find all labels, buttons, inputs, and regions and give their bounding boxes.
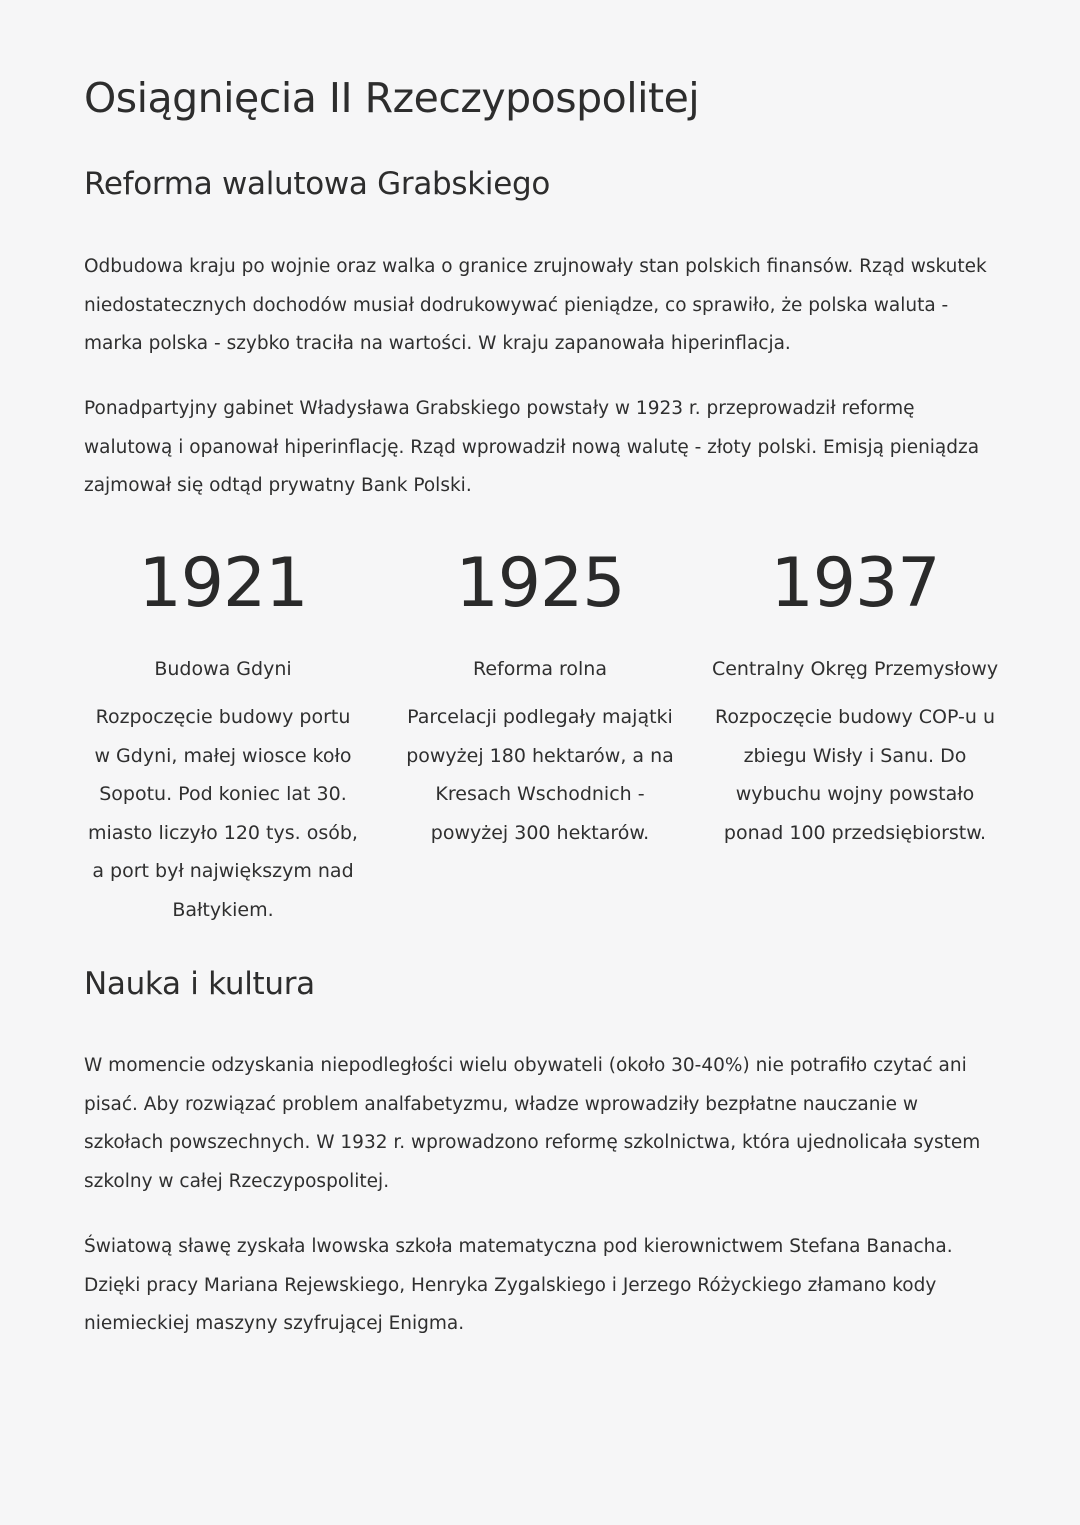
timeline-description: Rozpoczęcie budowy portu w Gdyni, małej wiosce koło Sopotu. Pod koniec lat 30. miasto liczyło 120 tys. osób, a port był największym nad Bałtykiem. [88,706,358,921]
paragraph-literacy-reform: W momencie odzyskania niepodległości wielu obywateli (około 30-40%) nie potrafiło czytać ani pisać. Aby rozwiązać problem analfabetyzmu, władze wprowadziły bezpłatne nauczanie w szkołach powszechnych. W 1932 r. wprowadzono reformę szkolnictwa, która ujednolicała system szkolny w całej Rzeczypospolitej. [84,1055,981,1192]
timeline-label: Centralny Okręg Przemysłowy [711,658,999,680]
timeline-item-1921 [78,544,368,929]
section-heading-science-culture: Nauka i kultura [84,966,315,1002]
paragraph-enigma: Światową sławę zyskała lwowska szkoła matematyczna pod kierownictwem Stefana Banacha. Dzięki pracy Mariana Rejewskiego, Henryka Zygalskiego i Jerzego Różyckiego złamano kody niemieckiej maszyny szyfrującej Enigma. [84,1236,953,1334]
paragraph-hyperinflation: Odbudowa kraju po wojnie oraz walka o granice zrujnowały stan polskich finansów. Rząd wskutek niedostatecznych dochodów musiał dodrukowywać pieniądze, co sprawiło, że polska waluta - marka polska - szybko traciła na wartości. W kraju zapanowała hiperinflacja. [84,256,987,354]
timeline-description: Parcelacji podlegały majątki powyżej 180 hektarów, a na Kresach Wschodnich - powyżej 300 hektarów. [406,706,674,844]
timeline-item-1937 [710,544,1000,852]
section-heading-currency-reform: Reforma walutowa Grabskiego [84,166,551,202]
paragraph-grabski-reform: Ponadpartyjny gabinet Władysława Grabskiego powstały w 1923 r. przeprowadził reformę walutową i opanował hiperinflację. Rząd wprowadził nową walutę - złoty polski. Emisją pieniądza zajmował się odtąd prywatny Bank Polski. [84,398,980,496]
timeline-label: Budowa Gdyni [154,658,292,680]
timeline-description: Rozpoczęcie budowy COP-u u zbiegu Wisły i Sanu. Do wybuchu wojny powstało ponad 100 przedsiębiorstw. [714,706,996,844]
page-title: Osiągnięcia II Rzeczypospolitej [84,74,700,122]
timeline-year: 1925 [455,544,625,623]
timeline-year: 1921 [138,544,308,623]
timeline-item-1925 [395,544,685,852]
timeline-label: Reforma rolna [472,658,607,680]
timeline [84,544,999,934]
timeline-year: 1937 [770,544,940,623]
